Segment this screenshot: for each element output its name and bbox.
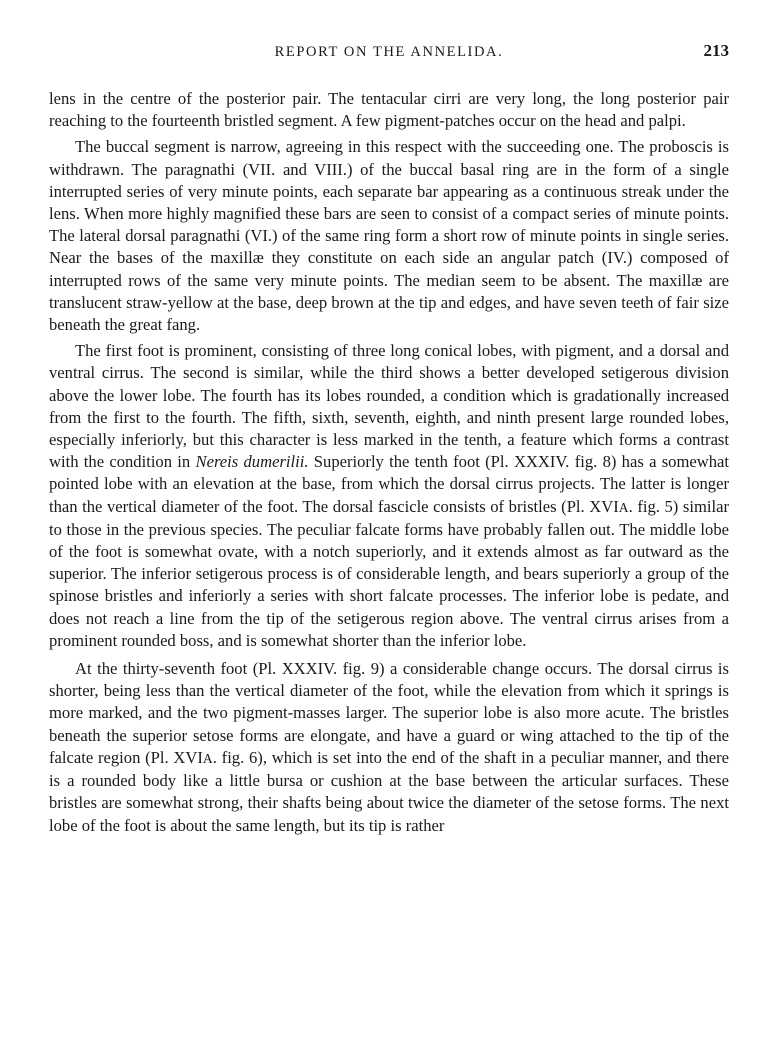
document-page [49, 38, 729, 841]
paragraph-3-part-b: Superiorly the tenth foot (Pl. XXXIV. fig. 8) has a somewhat pointed lobe with an elevation at the base, from which the dorsal cirrus projects. The latter is longer than the vertical diameter of the foot. The dorsal fascicle consists of bristles (Pl. XVI [49, 452, 730, 516]
paragraph-4 [49, 658, 729, 837]
paragraph-3-part-a: The first foot is prominent, consisting of three long conical lobes, with pigment, and a dorsal and ventral cirrus. The second is similar, while the third shows a better developed setigerous division above the lower lobe. The fourth has its lobes rounded, a condition which is gradationally increased from the first to the fourth. The fifth, sixth, seventh, eighth, and ninth present large rounded lobes, especially inferiorly, but this character is less marked in the tenth, a feature which forms a contrast with the condition in [49, 341, 729, 472]
paragraph-3-part-c: . fig. 5) similar to those in the previous species. The peculiar falcate forms have probably fallen out. The middle lobe of the foot is somewhat ovate, with a notch superiorly, and it extends almost as far outward as the superior. The inferior setigerous process is of considerable length, and bears superiorly a group of the spinose bristles and inferiorly a series with short falcate processes. The inferior lobe is pedate, and does not reach a line from the tip of the setigerous region above. The ventral cirrus arises from a prominent rounded boss, and is somewhat shorter than the inferior lobe. [49, 496, 729, 650]
running-title: REPORT ON THE ANNELIDA. [274, 44, 504, 60]
paragraph-3 [49, 340, 729, 652]
page-header [49, 38, 729, 74]
plate-suffix: A [618, 499, 629, 515]
plate-suffix: A [202, 750, 213, 766]
body-text [49, 88, 729, 837]
paragraph-4-part-b: . fig. 6), which is set into the end of the shaft in a peculiar manner, and there is a rounded body like a little bursa or cushion at the base between the articular surfaces. These bristles are somewhat strong, their shafts being about twice the diameter of the setose forms. The next lobe of the foot is about the same length, but its tip is rather [49, 747, 729, 835]
paragraph-4-part-a: At the thirty-seventh foot (Pl. XXXIV. fig. 9) a considerable change occurs. The dorsal cirrus is shorter, being less than the vertical diameter of the foot, while the elevation from which it springs is more marked, and the two pigment-masses larger. The superior lobe is also more acute. The bristles beneath the superior setose forms are elongate, and have a guard or wing attached to the tip of the falcate region (Pl. XVI [49, 659, 729, 767]
paragraph-2: The buccal segment is narrow, agreeing in this respect with the succeeding one. The proboscis is withdrawn. The paragnathi (VII. and VIII.) of the buccal basal ring are in the form of a single interrupted series of very minute points, each separate bar appearing as a continuous streak under the lens. When more highly magnified these bars are seen to consist of a compact series of minute points. The lateral dorsal paragnathi (VI.) of the same ring form a short row of minute points in single series. Near the bases of the maxillæ they constitute on each side an angular patch (IV.) composed of interrupted rows of the same very minute points. The median seem to be absent. The maxillæ are translucent straw-yellow at the base, deep brown at the tip and edges, and have seven teeth of fair size beneath the great fang. [49, 137, 729, 335]
page-number: 213 [703, 41, 729, 60]
species-name: Nereis dumerilii. [195, 452, 309, 472]
paragraph-1: lens in the centre of the posterior pair. The tentacular cirri are very long, the long posterior pair reaching to the fourteenth bristled segment. A few pigment-patches occur on the head and palpi. [49, 89, 729, 131]
